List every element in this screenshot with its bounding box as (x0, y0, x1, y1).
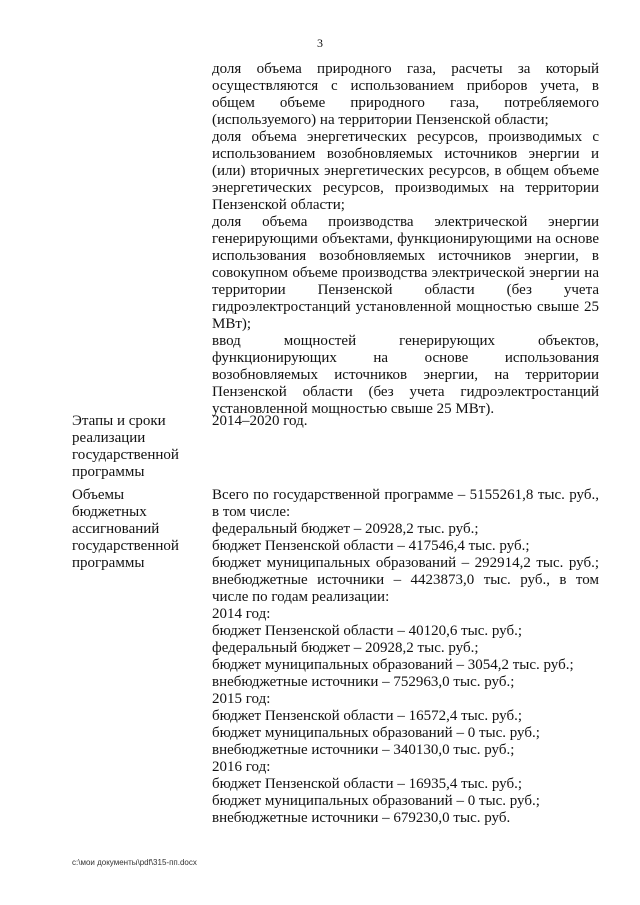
year-2014-regional: бюджет Пензенской области – 40120,6 тыс. руб.; (212, 623, 523, 639)
year-2015-municipal: бюджет муниципальных образований – 0 тыс. руб.; (212, 725, 540, 741)
year-2015-regional: бюджет Пензенской области – 16572,4 тыс. руб.; (212, 708, 523, 724)
file-path-footer: c:\мои документы\pdf\315-пп.docx (72, 858, 197, 867)
year-2014-municipal: бюджет муниципальных образований – 3054,2 тыс. руб.; (212, 657, 574, 673)
budget-regional: бюджет Пензенской области – 417546,4 тыс. руб.; (212, 538, 530, 554)
period-label-line: государственной (72, 447, 179, 463)
year-2014-extrabudget: внебюджетные источники – 752963,0 тыс. руб.; (212, 674, 515, 690)
budget-label-line: государственной (72, 538, 179, 554)
period-label-line: Этапы и сроки (72, 413, 166, 429)
period-label-line: реализации (72, 430, 146, 446)
budget-label (72, 487, 202, 572)
period-years: 2014–2020 год. (212, 413, 308, 429)
budget-municipal: бюджет муниципальных образований – 292914,2 тыс. руб.; (212, 555, 599, 571)
page-number: 3 (317, 36, 323, 50)
indicator-renewable-electricity: доля объема производства электрической энергии генерирующими объектами, функционирующими на основе использования возобновляемых источников энергии, в совокупном объеме производства электрической энергии на территории Пензенской области (без учета гидроэлектростанций установленной мощностью свыше 25 МВт); (212, 214, 599, 332)
budget-details (212, 487, 599, 827)
year-2015-heading: 2015 год: (212, 691, 271, 707)
budget-total: Всего по государственной программе – 5155261,8 тыс. руб., в том числе: (212, 487, 599, 520)
indicator-renewable-resources: доля объема энергетических ресурсов, производимых с использованием возобновляемых источников энергии и (или) вторичных энергетических ресурсов, в общем объеме энергетических ресурсов, производимых на территории Пензенской области; (212, 129, 599, 213)
budget-extrabudget: внебюджетные источники – 4423873,0 тыс. руб., в том числе по годам реализации: (212, 572, 599, 605)
year-2016-municipal: бюджет муниципальных образований – 0 тыс. руб.; (212, 793, 540, 809)
indicator-gas-metering: доля объема природного газа, расчеты за который осуществляются с использованием приборов учета, в общем объеме природного газа, потребляемого (используемого) на территории Пензенской области; (212, 61, 599, 128)
budget-federal: федеральный бюджет – 20928,2 тыс. руб.; (212, 521, 479, 537)
budget-label-line: бюджетных (72, 504, 147, 520)
indicator-generation-capacity: ввод мощностей генерирующих объектов, функционирующих на основе использования возобновляемых источников энергии, на территории Пензенской области (без учета гидроэлектростанций установленной мощностью свыше 25 МВт). (212, 333, 599, 417)
year-2016-regional: бюджет Пензенской области – 16935,4 тыс. руб.; (212, 776, 523, 792)
period-value (212, 413, 599, 430)
target-indicators-continued (212, 61, 599, 418)
year-2014-heading: 2014 год: (212, 606, 271, 622)
year-2016-heading: 2016 год: (212, 759, 271, 775)
budget-label-line: ассигнований (72, 521, 160, 537)
year-2014-federal: федеральный бюджет – 20928,2 тыс. руб.; (212, 640, 479, 656)
period-label-line: программы (72, 464, 145, 480)
year-2015-extrabudget: внебюджетные источники – 340130,0 тыс. руб.; (212, 742, 515, 758)
budget-label-line: программы (72, 555, 145, 571)
period-label (72, 413, 202, 481)
budget-label-line: Объемы (72, 487, 125, 503)
year-2016-extrabudget: внебюджетные источники – 679230,0 тыс. руб. (212, 810, 511, 826)
